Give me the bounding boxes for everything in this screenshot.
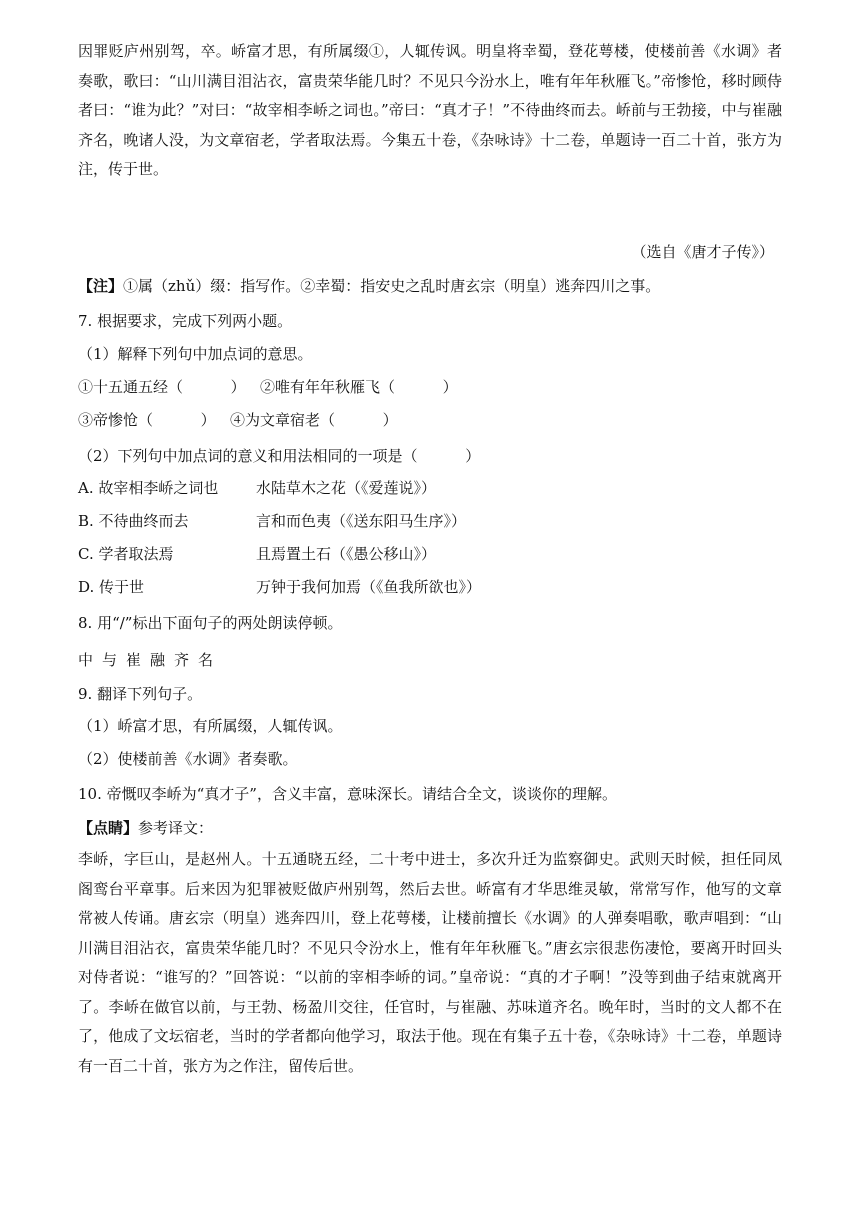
question-7-part-2: （2）下列句中加点词的意义和用法相同的一项是（ ） — [78, 447, 481, 465]
question-7-items-row-1: ①十五通五经（ ） ②唯有年年秋雁飞（ ） — [78, 378, 458, 396]
option-d-left: D. 传于世 — [78, 578, 145, 596]
note-label: 【注】 — [78, 277, 124, 295]
option-b — [78, 511, 466, 531]
dianjing-label: 【点睛】 — [78, 819, 139, 837]
question-9-title: 9. 翻译下列句子。 — [78, 685, 203, 703]
option-a-left: A. 故宰相李峤之词也 — [78, 479, 219, 497]
option-a — [78, 478, 436, 498]
dianjing-text: 参考译文： — [138, 819, 214, 837]
note-text: ①属（zhǔ）缀：指写作。②幸蜀：指安史之乱时唐玄宗（明皇）逃奔四川之事。 — [123, 277, 661, 295]
translation-paragraph: 李峤，字巨山，是赵州人。十五通晓五经，二十考中进士，多次升迁为监察御史。武则天时候，担任同凤阁鸾台平章事。后来因为犯罪被贬做庐州别驾，然后去世。峤富有才华思维灵敏，常常写作，他写的文章常被人传诵。唐玄宗（明皇）逃奔四川，登上花萼楼，让楼前擅长《水调》的人弹奏唱歌，歌声唱到：“山川满目泪沾衣，富贵荣华能几时？不见只令汾水上，惟有年年秋雁飞。”唐玄宗很悲伤凄怆，要离开时回头对侍者说：“谁写的？”回答说：“以前的宰相李峤的词。”皇帝说：“真的才子啊！”没等到曲子结束就离开了。李峤在做官以前，与王勃、杨盈川交往，任官时，与崔融、苏味道齐名。晚年时，当时的文人都不在了，他成了文坛宿老，当时的学者都向他学习，取法于他。现在有集子五十卷，《杂咏诗》十二卷，单题诗有一百二十首，张方为之作注，留传后世。 — [78, 850, 782, 1075]
dianjing-heading — [78, 818, 213, 838]
question-9-sentence-2: （2）使楼前善《水调》者奏歌。 — [78, 750, 298, 768]
option-d-right: 万钟于我何加焉（《鱼我所欲也》） — [256, 578, 482, 596]
question-10-title: 10. 帝慨叹李峤为“真才子”，含义丰富，意味深长。请结合全文，谈谈你的理解。 — [78, 785, 617, 803]
question-8-sentence: 中与崔融齐名 — [78, 651, 223, 669]
question-7-part-1: （1）解释下列句中加点词的意思。 — [78, 345, 313, 363]
passage-source: （选自《唐才子传》） — [631, 243, 774, 261]
option-c-left: C. 学者取法焉 — [78, 545, 174, 563]
option-c — [78, 544, 436, 564]
note — [78, 276, 660, 296]
question-7-title: 7. 根据要求，完成下列两小题。 — [78, 312, 293, 330]
question-7-items-row-2: ③帝惨怆（ ） ④为文章宿老（ ） — [78, 411, 398, 429]
option-b-right: 言和而色夷（《送东阳马生序》） — [256, 512, 467, 530]
option-b-left: B. 不待曲终而去 — [78, 512, 189, 530]
option-a-right: 水陆草木之花（《爱莲说》） — [256, 479, 437, 497]
option-d — [78, 577, 481, 597]
question-8-title: 8. 用“/”标出下面句子的两处朗读停顿。 — [78, 614, 343, 632]
passage-paragraph: 因罪贬庐州别驾，卒。峤富才思，有所属缀①，人辄传讽。明皇将幸蜀，登花萼楼，使楼前善《水调》者奏歌，歌曰：“山川满目泪沾衣，富贵荣华能几时？不见只今汾水上，唯有年年秋雁飞。”帝惨怆，移时顾侍者曰：“谁为此？”对曰：“故宰相李峤之词也。”帝曰：“真才子！”不待曲终而去。峤前与王勃接，中与崔融齐名，晚诸人没，为文章宿老，学者取法焉。今集五十卷，《杂咏诗》十二卷，单题诗一百二十首，张方为注，传于世。 — [78, 42, 782, 178]
option-c-right: 且焉置土石（《愚公移山》） — [256, 545, 437, 563]
question-9-sentence-1: （1）峤富才思，有所属缀，人辄传讽。 — [78, 717, 343, 735]
